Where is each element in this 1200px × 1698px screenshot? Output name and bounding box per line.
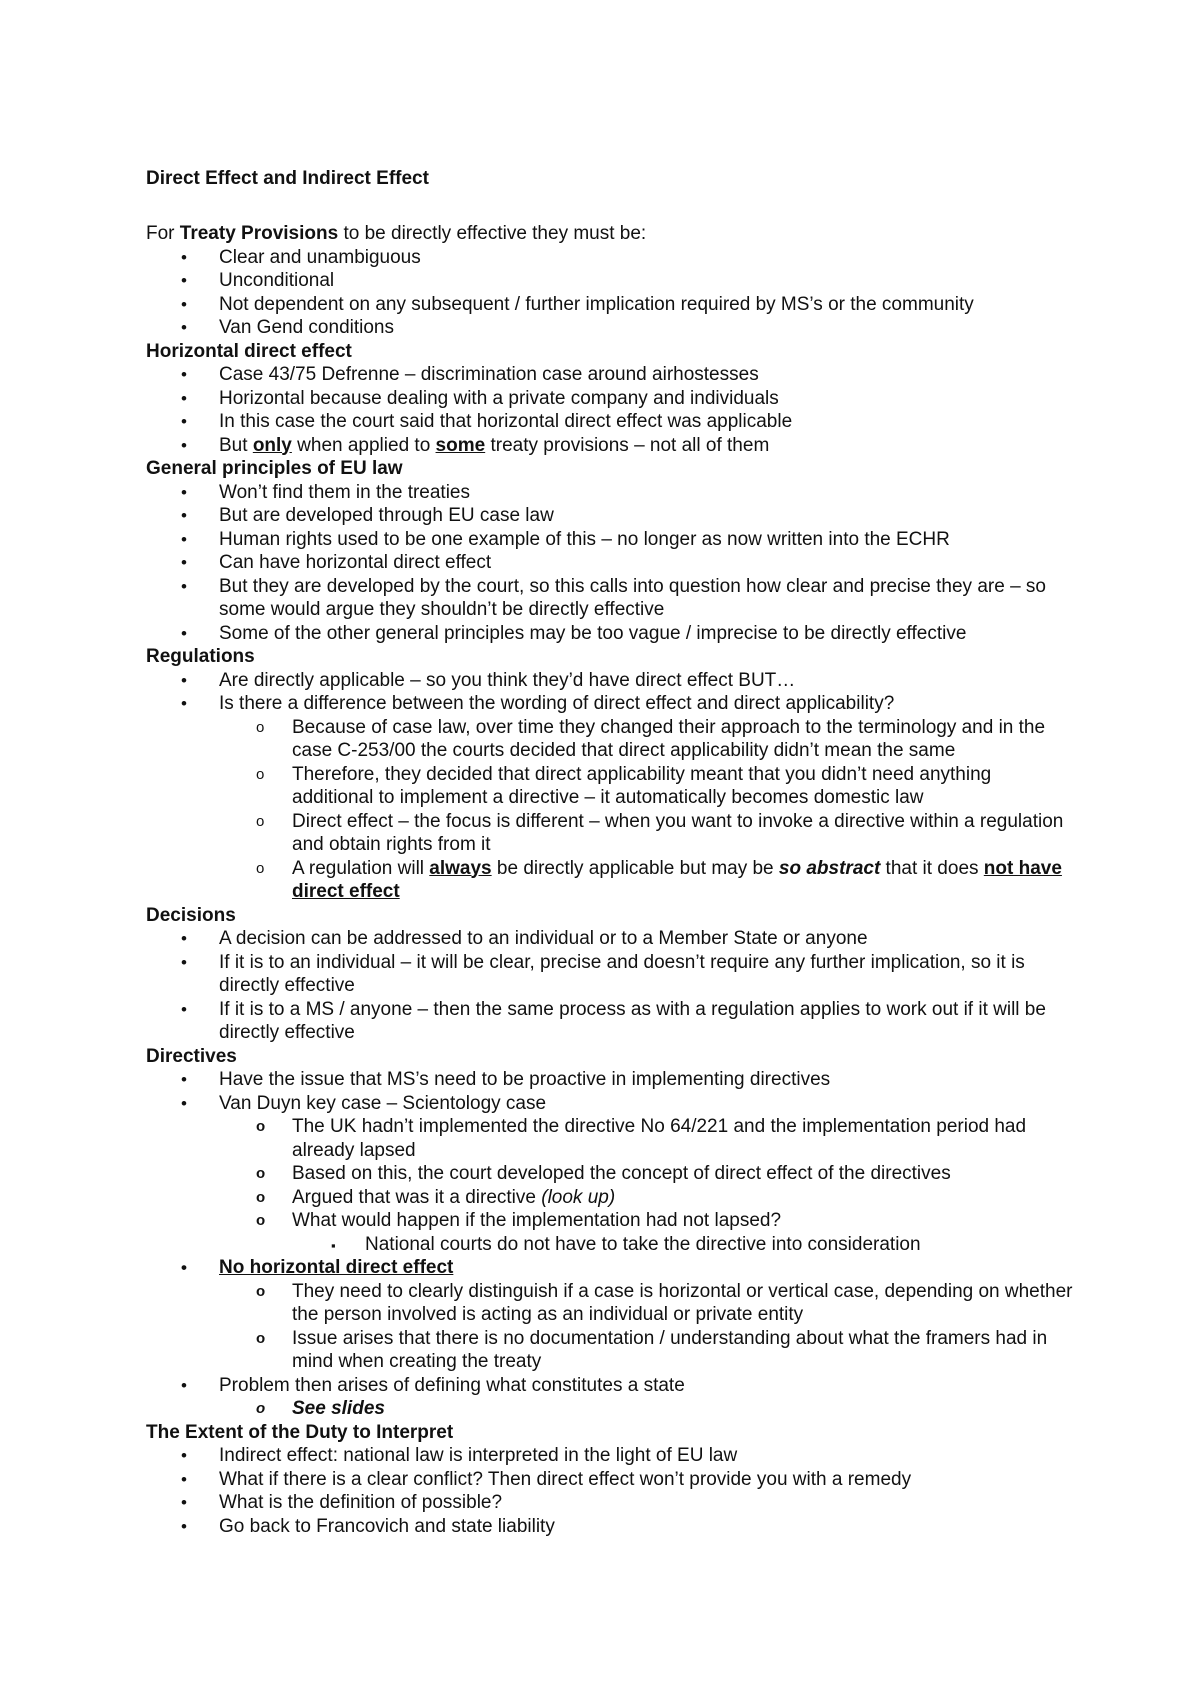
text-run: Problem then arises of defining what constitutes a state	[219, 1374, 685, 1396]
text-run: If it is to an individual – it will be clear, precise and doesn’t require any further implication, so it is directly effective	[219, 951, 1025, 996]
bullet-icon: •	[181, 1516, 187, 1536]
bullet-icon: o	[256, 718, 265, 736]
list-item	[146, 1374, 1076, 1398]
text-run: Van Gend conditions	[219, 317, 394, 338]
text-run: so abstract	[778, 857, 881, 879]
section-heading: Regulations	[146, 646, 255, 667]
bullet-icon: •	[181, 435, 187, 455]
text-run: National courts do not have to take the directive into consideration	[365, 1233, 921, 1255]
bullet-icon: •	[181, 412, 187, 431]
text-run: Van Duyn key case – Scientology case	[219, 1092, 547, 1114]
text-run: Unconditional	[219, 270, 335, 291]
list-item	[146, 951, 1076, 998]
bullet-icon: o	[256, 1212, 266, 1229]
bullet-icon: •	[181, 247, 187, 267]
bullet-icon: •	[181, 1469, 187, 1489]
text-run: to be directly effective they must be:	[338, 223, 647, 244]
list-item	[146, 528, 1076, 552]
bullet-icon: •	[181, 1070, 187, 1089]
bullet-icon: o	[256, 765, 265, 783]
text-run: What if there is a clear conflict? Then direct effect won’t provide you with a remedy	[219, 1468, 912, 1490]
bullet-icon: o	[256, 1400, 266, 1417]
bullet-icon: •	[181, 553, 187, 572]
text-run: Not dependent on any subsequent / further implication required by MS’s or the community	[219, 293, 974, 315]
list-item	[146, 1233, 1076, 1257]
text-run: be directly applicable but may be	[491, 857, 779, 879]
bullet-icon: •	[181, 1446, 187, 1465]
bullet-icon: •	[181, 576, 187, 596]
text-run: They need to clearly distinguish if a case is horizontal or vertical case, depending on whether the person involved is acting as an individual or private entity	[292, 1280, 1073, 1325]
text-run: Have the issue that MS’s need to be proactive in implementing directives	[219, 1069, 831, 1090]
list-item	[146, 763, 1076, 810]
section-heading: Horizontal direct effect	[146, 340, 352, 362]
list-item	[146, 1397, 1076, 1421]
bullet-icon: •	[181, 1493, 187, 1512]
bullet-icon: o	[256, 1282, 266, 1300]
bullet-icon: •	[181, 482, 187, 502]
text-run: Human rights used to be one example of this – no longer as now written into the ECHR	[219, 528, 950, 550]
bullet-icon: •	[181, 694, 187, 713]
text-run: Issue arises that there is no documentation / understanding about what the framers had in mind when creating the treaty	[292, 1327, 1048, 1372]
paragraph	[146, 222, 1076, 246]
bullet-icon: •	[181, 999, 187, 1019]
bullet-icon: •	[181, 623, 187, 643]
section-heading: The Extent of the Duty to Interpret	[146, 1421, 454, 1443]
list-item	[146, 857, 1076, 904]
section-heading: Decisions	[146, 904, 236, 926]
section-heading: Directives	[146, 1045, 237, 1067]
text-run: Direct effect – the focus is different – when you want to invoke a directive within a regulation and obtain rights from it	[292, 810, 1064, 855]
list-item	[146, 1491, 1076, 1515]
list-item	[146, 1068, 1076, 1092]
text-run: What would happen if the implementation had not lapsed?	[292, 1210, 782, 1231]
list-item	[146, 551, 1076, 575]
text-run: But	[219, 434, 253, 456]
bullet-icon: •	[181, 365, 187, 384]
text-run: Can have horizontal direct effect	[219, 552, 492, 573]
list-item	[146, 246, 1076, 270]
list-item	[146, 387, 1076, 411]
text-run: Based on this, the court developed the concept of direct effect of the directives	[292, 1163, 951, 1184]
bullet-icon: •	[181, 506, 187, 525]
list-item	[146, 716, 1076, 763]
list-item	[146, 1186, 1076, 1210]
document-body	[146, 222, 1076, 1538]
text-run: But are developed through EU case law	[219, 505, 554, 526]
bullet-icon: o	[256, 859, 265, 877]
text-run: Some of the other general principles may be too vague / imprecise to be directly effective	[219, 622, 967, 644]
text-run: Go back to Francovich and state liability	[219, 1515, 555, 1537]
text-run: when applied to	[291, 434, 436, 456]
text-run: But they are developed by the court, so this calls into question how clear and precise they are – so some would argue they shouldn’t be directly effective	[219, 575, 1046, 620]
list-item	[146, 998, 1076, 1045]
text-run: treaty provisions – not all of them	[485, 434, 770, 456]
list-item	[146, 1115, 1076, 1162]
text-run: Clear and unambiguous	[219, 246, 421, 268]
section-heading: General principles of EU law	[146, 458, 403, 479]
list-item	[146, 1256, 1076, 1280]
text-run: Indirect effect: national law is interpreted in the light of EU law	[219, 1445, 738, 1466]
list-item	[146, 575, 1076, 622]
list-item	[146, 1280, 1076, 1327]
text-run: (look up)	[541, 1186, 616, 1208]
bullet-icon: •	[181, 388, 187, 408]
list-item	[146, 293, 1076, 317]
text-run: only	[252, 434, 292, 456]
text-run: Therefore, they decided that direct applicability meant that you didn’t need anything additional to implement a directive – it automatically becomes domestic law	[292, 763, 992, 808]
bullet-icon: •	[181, 929, 187, 948]
text-run: No horizontal direct effect	[219, 1257, 454, 1278]
list-item	[146, 927, 1076, 951]
list-item	[146, 504, 1076, 528]
text-run: In this case the court said that horizontal direct effect was applicable	[219, 411, 793, 432]
bullet-icon: o	[256, 1188, 266, 1206]
text-run: Are directly applicable – so you think they’d have direct effect BUT…	[219, 669, 796, 691]
bullet-icon: •	[181, 294, 187, 314]
bullet-icon: •	[181, 1375, 187, 1395]
text-run: Because of case law, over time they changed their approach to the terminology and in the case C-253/00 the courts decided that direct applicability didn’t mean the same	[292, 716, 1046, 761]
bullet-icon: •	[181, 670, 187, 690]
list-item	[146, 622, 1076, 646]
text-run: some	[435, 434, 486, 456]
list-item	[146, 316, 1076, 340]
bullet-icon: o	[256, 1118, 266, 1135]
list-item	[146, 363, 1076, 387]
bullet-icon: •	[181, 952, 187, 972]
text-run: Treaty Provisions	[179, 223, 339, 244]
list-item	[146, 1444, 1076, 1468]
document-title: Direct Effect and Indirect Effect	[146, 168, 429, 189]
list-item	[146, 1162, 1076, 1186]
list-item	[146, 481, 1076, 505]
list-item	[146, 692, 1076, 716]
list-item	[146, 434, 1076, 458]
text-run: Is there a difference between the wording of direct effect and direct applicability?	[219, 693, 895, 714]
list-item	[146, 1327, 1076, 1374]
text-run: If it is to a MS / anyone – then the same process as with a regulation applies to work out if it will be directly effective	[219, 998, 1046, 1043]
list-item	[146, 1092, 1076, 1116]
bullet-icon: •	[181, 529, 187, 549]
text-run: always	[429, 857, 492, 879]
bullet-icon: ▪	[331, 1237, 336, 1253]
list-item	[146, 410, 1076, 434]
text-run: The UK hadn’t implemented the directive No 64/221 and the implementation period had already lapsed	[292, 1116, 1027, 1161]
list-item	[146, 1515, 1076, 1539]
list-item	[146, 269, 1076, 293]
bullet-icon: o	[256, 812, 265, 830]
text-run: A decision can be addressed to an individual or to a Member State or anyone	[219, 928, 868, 949]
text-run: What is the definition of possible?	[219, 1492, 503, 1513]
bullet-icon: •	[181, 1093, 187, 1113]
text-run: See slides	[292, 1398, 385, 1419]
text-run: Case 43/75 Defrenne – discrimination case around airhostesses	[219, 364, 759, 385]
bullet-icon: o	[256, 1329, 266, 1347]
text-run: not have direct effect	[292, 857, 1062, 902]
list-item	[146, 1468, 1076, 1492]
text-run: For	[146, 223, 180, 244]
text-run: that it does	[880, 857, 984, 879]
text-run: A regulation will	[292, 857, 430, 879]
text-run: Won’t find them in the treaties	[219, 481, 470, 503]
bullet-icon: •	[181, 1258, 187, 1277]
bullet-icon: o	[256, 1165, 266, 1182]
bullet-icon: •	[181, 271, 187, 290]
list-item	[146, 669, 1076, 693]
text-run: Horizontal because dealing with a private company and individuals	[219, 387, 779, 409]
text-run: Argued that was it a directive	[292, 1186, 542, 1208]
bullet-icon: •	[181, 318, 187, 337]
list-item	[146, 1209, 1076, 1233]
list-item	[146, 810, 1076, 857]
